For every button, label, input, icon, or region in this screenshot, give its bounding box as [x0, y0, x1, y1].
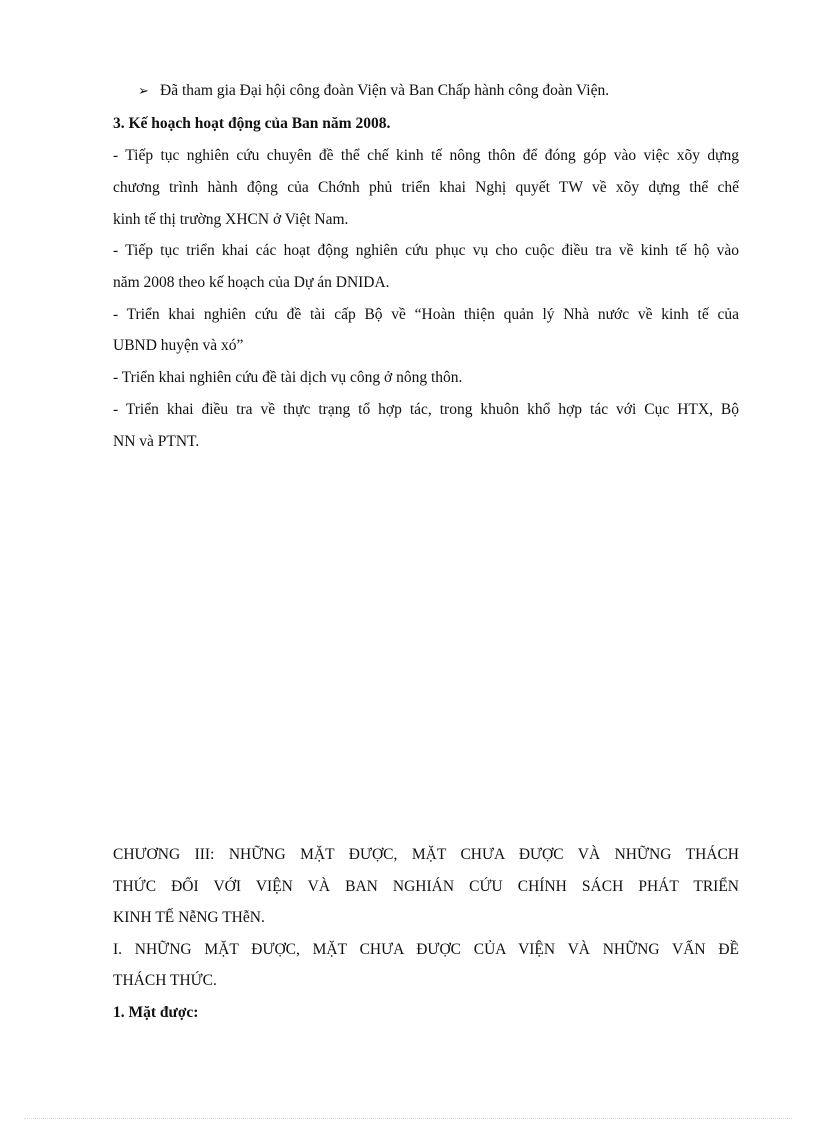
- paragraph-line: - Triển khai điều tra về thực trạng tổ hợp tác, trong khuôn khổ hợp tác với Cục HTX, Bộ: [113, 401, 739, 418]
- section-heading: 3. Kế hoạch hoạt động của Ban năm 2008.: [113, 115, 391, 132]
- chapter-title-line: THỨC ĐỐI VỚI VIỆN VÀ BAN NGHIÁN CỨU CHÍNH SÁCH PHÁT TRIỂN: [113, 878, 739, 895]
- paragraph-line: NN và PTNT.: [113, 433, 200, 450]
- paragraph-line: - Tiếp tục nghiên cứu chuyên đề thể chế kinh tế nông thôn để đóng góp vào việc xõy dựng: [113, 147, 739, 164]
- chapter-title-line: KINH TẾ NễNG THễN.: [113, 909, 265, 926]
- bullet-item: [138, 81, 609, 101]
- section-title-line: THÁCH THỨC.: [113, 972, 217, 989]
- paragraph-line: kinh tế thị trường XHCN ở Việt Nam.: [113, 211, 349, 228]
- chapter-title-line: CHƯƠNG III: NHỮNG MẶT ĐƯỢC, MẶT CHƯA ĐƯỢC VÀ NHỮNG THÁCH: [113, 846, 739, 863]
- arrow-bullet-icon: ➢: [138, 83, 149, 98]
- subheading: 1. Mặt được:: [113, 1004, 199, 1021]
- page-bottom-rule: [24, 1118, 792, 1119]
- paragraph-line: - Triển khai nghiên cứu đề tài cấp Bộ về “Hoàn thiện quản lý Nhà nước về kinh tế của: [113, 306, 739, 323]
- paragraph-line: năm 2008 theo kế hoạch của Dự án DNIDA.: [113, 274, 390, 291]
- paragraph-line: UBND huyện và xó”: [113, 337, 244, 354]
- bullet-text: Đã tham gia Đại hội công đoàn Viện và Ban Chấp hành công đoàn Viện.: [160, 82, 610, 99]
- paragraph-line: - Tiếp tục triển khai các hoạt động nghiên cứu phục vụ cho cuộc điều tra về kinh tế hộ vào: [113, 242, 739, 259]
- section-title-line: I. NHỮNG MẶT ĐƯỢC, MẶT CHƯA ĐƯỢC CỦA VIỆN VÀ NHỮNG VẤN ĐỀ: [113, 941, 739, 958]
- paragraph-line: - Triển khai nghiên cứu đề tài dịch vụ công ở nông thôn.: [113, 369, 463, 386]
- paragraph-line: chương trình hành động của Chớnh phủ triển khai Nghị quyết TW về xõy dựng thể chế: [113, 179, 739, 196]
